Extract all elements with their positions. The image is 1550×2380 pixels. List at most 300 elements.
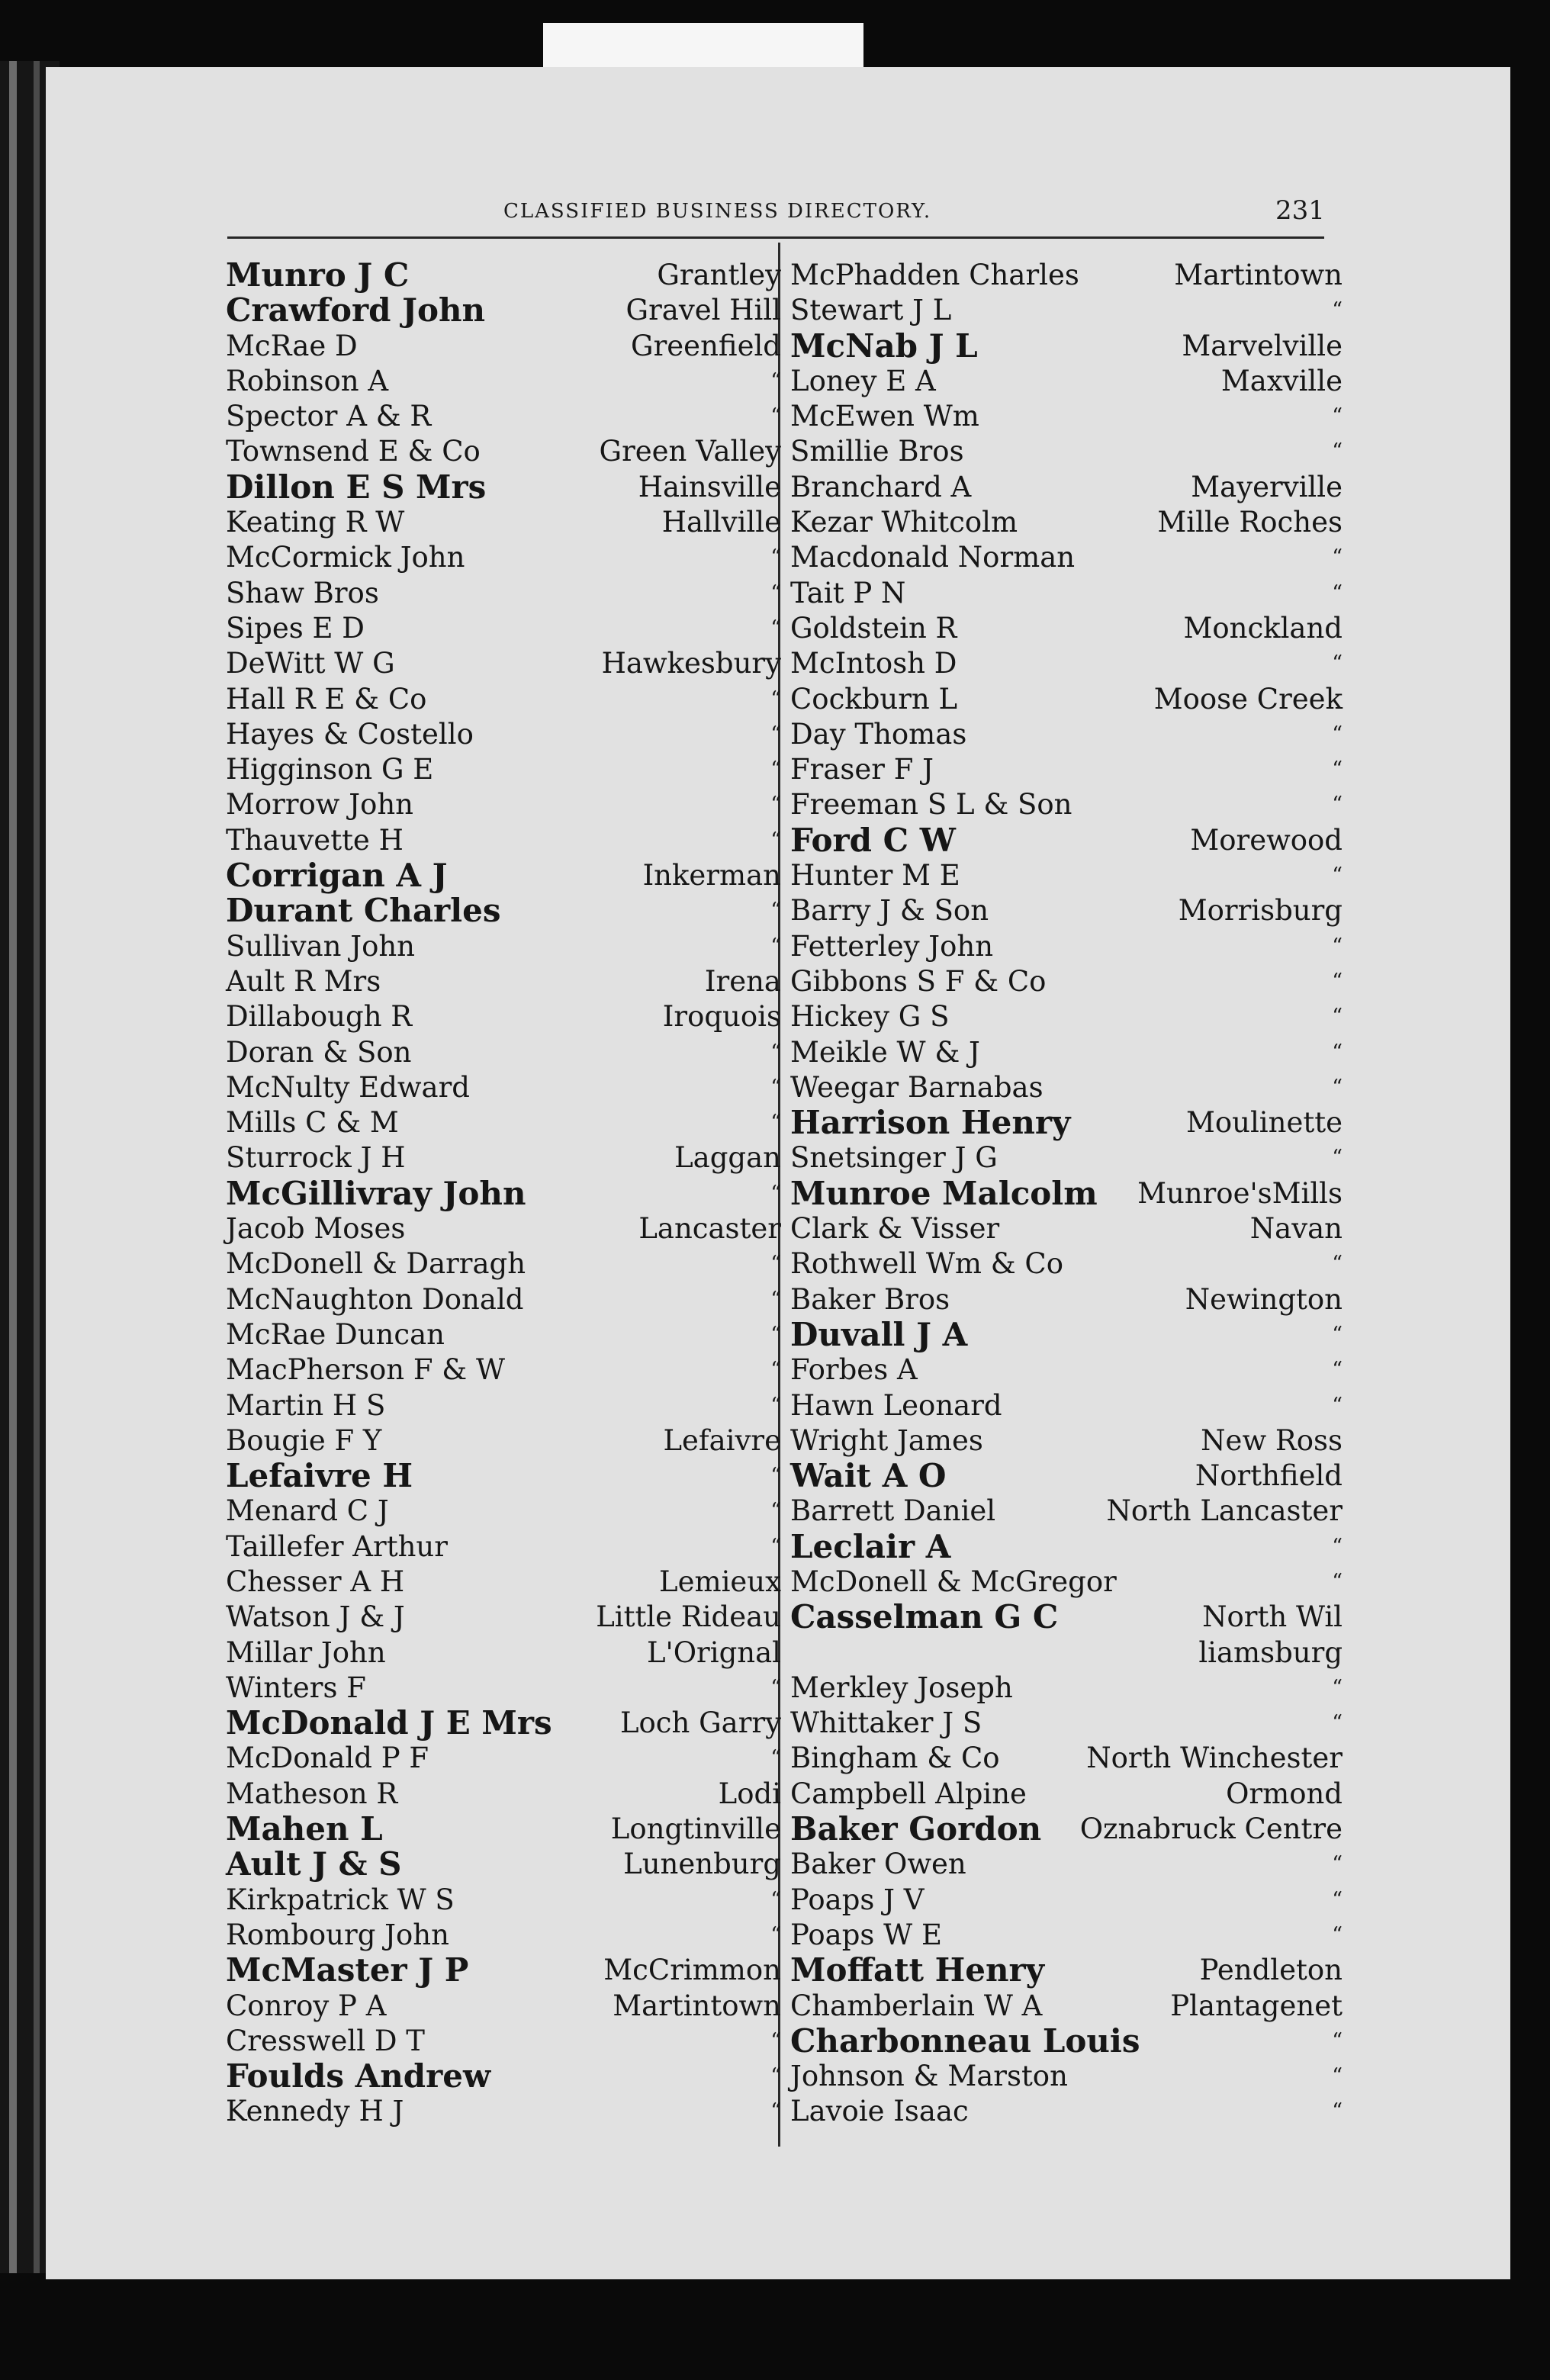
business-name: Baker Gordon [790,1810,1042,1848]
business-name: Spector A & R [226,400,432,433]
business-location: “ [1332,581,1343,605]
business-name: Kennedy H J [226,2095,404,2128]
directory-entry [226,1317,781,1352]
business-name: Dillabough R [226,1000,413,1034]
business-name: Leclair A [790,1527,951,1565]
business-location: “ [1332,1322,1343,1346]
directory-entry [226,329,781,364]
business-location: “ [770,368,781,393]
header-rule [227,236,1324,239]
directory-entry [226,1635,781,1671]
business-location: “ [770,899,781,923]
directory-entry [226,1070,781,1105]
business-name: Fetterley John [790,929,994,963]
business-name: McRae D [226,329,358,362]
business-name: McRae Duncan [226,1317,445,1351]
directory-entry [226,1918,781,1953]
directory-entry [790,399,1343,434]
business-location: Munroe'sMills [1137,1176,1343,1210]
business-location: “ [770,616,781,640]
left-column [226,258,781,2130]
business-location: Martintown [1174,259,1343,291]
directory-entry [226,1883,781,1918]
paper-tag [543,23,863,67]
business-name: Tait P N [790,576,906,609]
directory-entry [790,470,1343,505]
business-location: “ [1332,969,1343,993]
business-name: Loney E A [790,364,936,397]
business-location: Longtinville [610,1812,781,1846]
business-name: Martin H S [226,1388,386,1422]
business-name: Duvall J A [790,1315,968,1353]
directory-entry [790,1070,1343,1105]
business-name: McDonald P F [226,1742,429,1775]
business-name: Whittaker J S [790,1706,982,1740]
business-name: Millar John [226,1635,386,1669]
business-name: Johnson & Marston [790,2060,1068,2093]
business-location: Plantagenet [1170,1989,1343,2022]
business-location: “ [1332,1922,1343,1947]
business-name: Campbell Alpine [790,1777,1027,1810]
business-name: Hickey G S [790,1000,950,1034]
business-location: “ [1332,1887,1343,1912]
business-name: Poaps W E [790,1918,942,1951]
directory-entry [226,964,781,999]
business-name: Hayes & Costello [226,717,474,751]
directory-entry [226,1565,781,1600]
right-column [790,258,1343,2130]
directory-entry [790,1176,1343,1211]
business-location: “ [770,757,781,782]
business-location: Green Valley [599,435,781,468]
directory-entry [790,1671,1343,1706]
business-location: “ [770,828,781,852]
page-number: 231 [1275,195,1325,226]
business-name: Higginson G E [226,753,434,786]
business-location: “ [1332,545,1343,570]
directory-entry [226,1494,781,1529]
directory-entry [790,1352,1343,1388]
business-location: “ [770,1675,781,1700]
business-name: Casselman G C [790,1598,1059,1636]
directory-entry [226,2024,781,2059]
business-name: Conroy P A [226,1989,387,2022]
business-location: “ [770,687,781,711]
business-name: Weegar Barnabas [790,1070,1044,1104]
business-location: “ [770,1252,781,1276]
business-name: Fraser F J [790,753,934,786]
business-name: Jacob Moses [226,1212,406,1246]
directory-entry [790,1105,1343,1140]
directory-entry [790,1847,1343,1882]
business-name: Stewart J L [790,294,952,327]
business-location: “ [770,1111,781,1135]
directory-entry [790,929,1343,964]
business-name: McDonell & Darragh [226,1247,526,1281]
business-location: Little Rideau [596,1600,781,1634]
business-location: Laggan [674,1141,781,1175]
directory-entry [790,1953,1343,1988]
directory-entry [226,540,781,575]
business-name: Merkley Joseph [790,1671,1013,1704]
business-location: “ [1332,934,1343,958]
business-name: McDonell & McGregor [790,1565,1117,1598]
business-location: “ [1332,1005,1343,1029]
business-location: Greenfield [631,329,781,362]
business-location: “ [770,1746,781,1771]
business-location: Lodi [718,1777,781,1810]
business-location: Inkerman [642,859,781,892]
business-name: Chesser A H [226,1565,405,1598]
business-location: Lancaster [638,1212,781,1246]
business-name: Keating R W [226,506,405,539]
business-name: Poaps J V [790,1883,925,1916]
directory-entry [790,1741,1343,1776]
business-name: Shaw Bros [226,576,379,609]
business-name: Lavoie Isaac [790,2095,969,2128]
directory-entry [226,823,781,858]
business-location: L'Orignal [646,1635,781,1669]
business-location: “ [770,1887,781,1912]
directory-entry [226,1140,781,1176]
directory-entry [226,1706,781,1741]
directory-entry [790,540,1343,575]
business-name: Sipes E D [226,611,365,645]
business-name: Winters F [226,1671,366,1704]
business-location: “ [1332,2099,1343,2124]
directory-entry [226,1989,781,2024]
business-location: “ [770,1075,781,1099]
directory-entry [226,1953,781,1988]
directory-entry [790,1989,1343,2024]
business-location: “ [1332,1711,1343,1735]
business-location: McCrimmon [603,1954,781,1987]
business-location: “ [1332,298,1343,323]
business-location: Gravel Hill [625,294,781,327]
business-location: “ [1332,651,1343,676]
directory-entry [226,1176,781,1211]
business-name: Hawn Leonard [790,1388,1002,1422]
business-location: “ [770,1287,781,1311]
business-location: “ [770,1358,781,1382]
business-name: McMaster J P [226,1951,469,1989]
directory-entry [790,1635,1343,1671]
directory-entry [226,1105,781,1140]
directory-entry [226,1211,781,1246]
directory-entry [226,1423,781,1459]
business-name: Rothwell Wm & Co [790,1247,1063,1281]
directory-entry [790,2059,1343,2094]
directory-entry [226,1812,781,1847]
business-location: Ormond [1226,1777,1343,1810]
directory-entry [226,1529,781,1565]
business-location: “ [1332,1358,1343,1382]
business-name: Wait A O [790,1457,947,1495]
directory-entry [790,823,1343,858]
directory-entry [226,1352,781,1388]
business-name: Charbonneau Louis [790,2021,1140,2060]
business-name: Kezar Whitcolm [790,506,1018,539]
directory-entry [790,611,1343,646]
directory-entry [226,858,781,893]
directory-entry [790,1282,1343,1317]
directory-entry [790,1706,1343,1741]
business-location: “ [1332,757,1343,782]
business-name: Barrett Daniel [790,1494,996,1528]
business-location: Pendleton [1199,1954,1343,1987]
business-location: Lemieux [659,1565,781,1598]
business-name: Lefaivre H [226,1457,413,1495]
directory-entry [790,858,1343,893]
business-name: Snetsinger J G [790,1141,998,1175]
directory-entry [226,1671,781,1706]
directory-entry [226,1459,781,1494]
directory-entry [790,2094,1343,2129]
business-location: Maxville [1220,364,1343,397]
business-name: Cockburn L [790,682,958,716]
directory-entry [790,1388,1343,1423]
business-location: “ [1332,1852,1343,1877]
business-name: Clark & Visser [790,1212,1000,1246]
directory-entry [226,293,781,328]
business-name: Macdonald Norman [790,541,1076,574]
business-location: “ [770,1181,781,1205]
business-name: MacPherson F & W [226,1353,505,1387]
business-name: Crawford John [226,291,486,330]
directory-entry [226,505,781,540]
business-location: “ [1332,1534,1343,1558]
directory-entry [226,717,781,752]
business-name: Goldstein R [790,611,957,645]
business-name: Cresswell D T [226,2024,425,2057]
business-name: Chamberlain W A [790,1989,1043,2022]
business-name: McDonald J E Mrs [226,1704,552,1742]
directory-entry [790,999,1343,1034]
business-location: Irena [704,964,781,998]
business-location: “ [770,581,781,605]
business-name: Branchard A [790,470,972,503]
directory-entry [226,1388,781,1423]
directory-entry [790,1777,1343,1812]
business-name: Townsend E & Co [226,435,481,468]
business-location: “ [770,934,781,958]
business-location: “ [770,722,781,746]
directory-entry [790,1529,1343,1565]
binding-strip [34,61,40,2273]
business-location: “ [1332,1040,1343,1064]
directory-entry [790,1035,1343,1070]
business-location: Martintown [613,1989,781,2022]
business-location: “ [1332,1569,1343,1594]
directory-entry [790,576,1343,611]
business-location: Navan [1249,1212,1343,1246]
business-name: Kirkpatrick W S [226,1883,455,1916]
business-name: Doran & Son [226,1035,412,1069]
business-name: Menard C J [226,1494,389,1528]
business-location: Monckland [1183,611,1343,645]
business-name: Harrison Henry [790,1104,1071,1142]
directory-entry [226,787,781,822]
directory-entry [226,1035,781,1070]
business-location: “ [770,2028,781,2053]
directory-entry [790,326,1343,365]
business-location: Northfield [1195,1459,1343,1493]
business-name: Corrigan A J [226,857,448,895]
business-location: Hawkesbury [601,647,781,680]
business-location: “ [1332,793,1343,817]
business-name: Ault J & S [226,1845,402,1883]
business-name: Baker Owen [790,1848,966,1881]
business-location: North Lancaster [1106,1494,1343,1528]
business-name: Forbes A [790,1353,918,1387]
business-location: Hainsville [638,470,781,503]
directory-entry [226,1282,781,1317]
directory-entry [790,505,1343,540]
business-location: North Winchester [1086,1742,1343,1775]
business-location: “ [770,1922,781,1947]
directory-entry [790,293,1343,328]
business-name: Thauvette H [226,823,404,857]
business-name: Ford C W [790,821,956,859]
directory-entry [226,893,781,928]
directory-entry [790,434,1343,469]
business-location: “ [1332,1146,1343,1170]
business-name: Ault R Mrs [226,964,381,998]
business-location: “ [770,1040,781,1064]
directory-entry [790,1246,1343,1282]
business-location: Marvelville [1182,329,1343,362]
business-location: “ [770,545,781,570]
directory-entry [790,1317,1343,1352]
directory-entry [790,2021,1343,2060]
business-name: Hall R E & Co [226,682,427,716]
directory-entry [226,1246,781,1282]
business-name: Gibbons S F & Co [790,964,1047,998]
business-name: Rombourg John [226,1918,449,1951]
business-name: Smillie Bros [790,435,964,468]
business-location: liamsburg [1198,1635,1343,1669]
business-name: Mills C & M [226,1106,399,1140]
business-name: Meikle W & J [790,1035,980,1069]
business-name: Sturrock J H [226,1141,406,1175]
directory-entry [790,364,1343,399]
business-location: North Wil [1202,1600,1343,1634]
directory-entry [790,1812,1343,1847]
directory-entry [226,1741,781,1776]
directory-entry [226,752,781,787]
business-name: Freeman S L & Son [790,788,1072,822]
directory-entry [226,1777,781,1812]
directory-entry [790,1211,1343,1246]
business-location: Loch Garry [619,1706,781,1740]
business-location: Hallville [661,506,781,539]
binding-strip [9,61,17,2273]
business-location: “ [770,2064,781,2089]
business-name: Hunter M E [790,859,960,892]
business-name: McIntosh D [790,647,957,680]
business-location: “ [1332,404,1343,429]
directory-entry [226,682,781,717]
business-location: Morrisburg [1178,894,1343,928]
business-location: Lefaivre [663,1423,781,1457]
directory-entry [790,1423,1343,1459]
business-location: “ [1332,864,1343,888]
directory-entry [226,929,781,964]
business-name: McGillivray John [226,1174,526,1212]
business-location: “ [770,2099,781,2124]
directory-entry [790,1459,1343,1494]
business-name: Durant Charles [226,892,501,930]
business-location: Newington [1185,1282,1343,1316]
business-location: “ [770,404,781,429]
business-name: Day Thomas [790,717,967,751]
business-location: Mayerville [1191,470,1343,503]
directory-entry [226,611,781,646]
business-name: Robinson A [226,364,389,397]
business-location: Lunenburg [623,1848,781,1881]
business-name: Dillon E S Mrs [226,468,487,506]
directory-entry [226,2094,781,2129]
business-location: Morewood [1190,823,1343,857]
business-name: McCormick John [226,541,465,574]
business-location: “ [1332,722,1343,746]
business-location: “ [770,793,781,817]
directory-entry [226,1600,781,1635]
directory-entry [790,787,1343,822]
directory-entry [226,399,781,434]
directory-entry [226,999,781,1034]
business-name: Mahen L [226,1810,383,1848]
business-name: Sullivan John [226,929,415,963]
business-name: Barry J & Son [790,894,989,928]
business-name: Watson J & J [226,1600,405,1634]
business-name: McNulty Edward [226,1070,470,1104]
directory-entry [790,1600,1343,1635]
business-location: Moose Creek [1153,682,1343,716]
business-name: McNaughton Donald [226,1282,524,1316]
business-name: McEwen Wm [790,400,979,433]
directory-entry [790,1883,1343,1918]
business-location: “ [770,1322,781,1346]
business-location: “ [1332,2028,1343,2053]
business-name: DeWitt W G [226,647,395,680]
business-location: New Ross [1201,1423,1343,1457]
business-location: “ [1332,1075,1343,1099]
directory-entry [226,576,781,611]
business-location: “ [770,1534,781,1558]
directory-entry [226,364,781,399]
business-name: Moffatt Henry [790,1951,1045,1989]
business-name: Bougie F Y [226,1423,382,1457]
business-location: “ [1332,2064,1343,2089]
business-location: “ [1332,1393,1343,1417]
business-location: “ [770,1464,781,1488]
directory-entry [790,682,1343,717]
business-name: Munro J C [226,256,410,294]
business-location: “ [770,1499,781,1523]
directory-entry [790,646,1343,681]
directory-entry [790,964,1343,999]
business-location: “ [1332,1675,1343,1700]
directory-entry [226,434,781,469]
running-header: CLASSIFIED BUSINESS DIRECTORY. [503,200,932,223]
business-location: “ [770,1393,781,1417]
directory-entry [790,717,1343,752]
directory-entry [790,1565,1343,1600]
business-location: Moulinette [1185,1106,1343,1140]
directory-entry [226,2059,781,2094]
directory-entry [790,752,1343,787]
